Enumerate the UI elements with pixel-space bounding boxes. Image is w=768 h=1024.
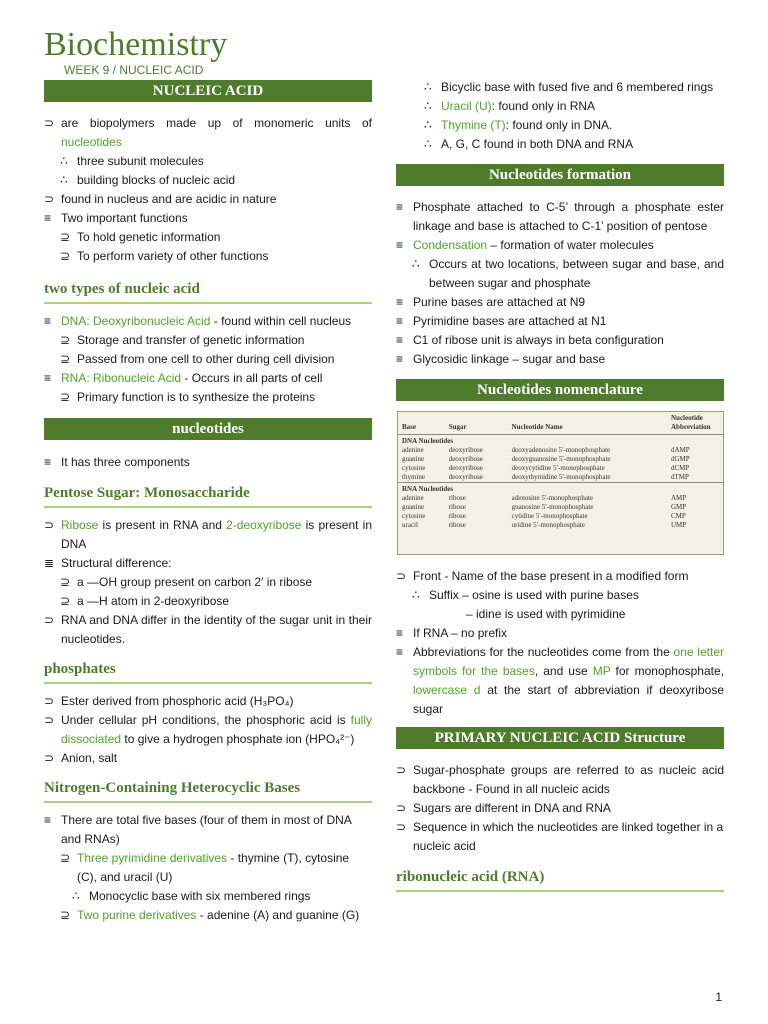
table-header: Base [398,412,445,435]
table-row: guanine deoxyribose deoxyguanosine 5′-monophosphate dGMP [402,455,690,463]
list-item: ∴ Thymine (T): found only in DNA. [424,118,613,132]
table-group-label: RNA Nucleotides [402,485,454,493]
list-item: ≣ Structural difference: [44,556,172,570]
section-heading-two-types: two types of nucleic acid [44,280,372,304]
list-item: ⊇ a —OH group present on carbon 2′ in ribose [60,575,313,589]
section-heading-rna: ribonucleic acid (RNA) [396,868,724,892]
two-types-list [44,312,372,407]
bases-continued-list [396,78,724,154]
list-item: ⊃ Front - Name of the base present in a modified form [396,569,689,583]
list-item: ≡ Abbreviations for the nucleotides come from the one letter symbols for the bases, and use MP for monophosphate, lowercase d at the start of abbreviation if deoxyribose sugar [396,645,724,716]
list-item: ⊃ Sugars are different in DNA and RNA [396,801,611,815]
list-item: ≡ DNA: Deoxyribonucleic Acid - found within cell nucleus [44,314,352,328]
section-heading-phosphates: phosphates [44,660,372,684]
page-number: 1 [715,990,722,1004]
table-header: Nucleotide Abbreviation [667,412,723,435]
list-item: ⊃ Sugar-phosphate groups are referred to as nucleic acid backbone - Found in all nucleic acids [396,763,724,796]
phosphates-list [44,692,372,768]
list-item: ≡ If RNA – no prefix [396,626,508,640]
list-item: ∴ Suffix – osine is used with purine bases [412,588,639,602]
formation-list [396,198,724,369]
list-item: ⊇ Passed from one cell to other during cell division [60,352,335,366]
list-item: ≡ Condensation – formation of water molecules [396,238,654,252]
list-item: ≡ RNA: Ribonucleic Acid - Occurs in all parts of cell [44,371,323,385]
list-item: ≡ Pyrimidine bases are attached at N1 [396,314,607,328]
nomenclature-list [396,567,724,719]
right-column [396,78,724,892]
list-item: ⊃ Anion, salt [44,751,118,765]
list-item: ≡ Purine bases are attached at N9 [396,295,586,309]
bases-list [44,811,372,925]
list-item: ≡ It has three components [44,455,190,469]
table-group-label: DNA Nucleotides [402,437,454,445]
table-header: Sugar [445,412,508,435]
table-row: thymine deoxyribose deoxythymidine 5′-monophosphate dTMP [402,473,689,481]
list-item: ≡ Two important functions [44,211,188,225]
table-row: adenine deoxyribose deoxyadenosine 5′-monophosphate dAMP [402,446,690,454]
page-title: Biochemistry [44,26,228,63]
table-header: Nucleotide Name [508,412,667,435]
list-item: ⊃ Sequence in which the nucleotides are linked together in a nucleic acid [396,820,724,853]
list-item: ⊇ To hold genetic information [60,230,221,244]
nucleic-acid-list [44,114,372,266]
section-bar-nomenclature: Nucleotides nomenclature [396,379,724,401]
list-item: ⊃ Under cellular pH conditions, the phosphoric acid is fully dissociated to give a hydrogen phosphate ion (HPO₄²⁻) [44,713,372,746]
list-item: ∴ Bicyclic base with fused five and 6 membered rings [424,80,714,94]
list-item: ∴ three subunit molecules [60,154,204,168]
list-item: ∴ Uracil (U): found only in RNA [424,99,596,113]
list-item: ⊃ RNA and DNA differ in the identity of the sugar unit in their nucleotides. [44,613,372,646]
list-item: ⊃ Ribose is present in RNA and 2-deoxyribose is present in DNA [44,518,372,551]
list-item: ≡ C1 of ribose unit is always in beta configuration [396,333,664,347]
left-column [44,80,372,925]
section-bar-formation: Nucleotides formation [396,164,724,186]
section-bar-primary-structure: PRIMARY NUCLEIC ACID Structure [396,727,724,749]
table-row: uracil ribose uridine 5′-monophosphate UMP [402,521,687,529]
list-item: ⊇ a —H atom in 2-deoxyribose [60,594,230,608]
table-row: cytosine deoxyribose deoxycytidine 5′-monophosphate dCMP [402,464,690,472]
list-item: ⊃ Ester derived from phosphoric acid (H₃PO₄) [44,694,294,708]
section-bar-nucleic-acid: NUCLEIC ACID [44,80,372,102]
primary-structure-list [396,761,724,856]
list-item: ⊇ To perform variety of other functions [60,249,269,263]
list-item: ⊇ Primary function is to synthesize the proteins [60,390,316,404]
list-item: ∴ building blocks of nucleic acid [60,173,236,187]
list-item: ⊃ are biopolymers made up of monomeric units of nucleotides [44,116,372,149]
nucleotides-list [44,453,372,472]
page-subtitle: WEEK 9 / NUCLEIC ACID [64,63,204,77]
list-item: – idine is used with pyrimidine [466,607,626,621]
nomenclature-table [397,411,724,555]
table-row: guanine ribose guanosine 5′-monophosphate GMP [402,503,687,511]
list-item: ≡ There are total five bases (four of them in most of DNA and RNAs) [44,813,352,846]
table-row: adenine ribose adenosine 5′-monophosphate AMP [402,494,687,502]
list-item: ≡ Glycosidic linkage – sugar and base [396,352,606,366]
list-item: ⊇ Two purine derivatives - adenine (A) and guanine (G) [60,908,360,922]
section-heading-bases: Nitrogen-Containing Heterocyclic Bases [44,779,372,803]
list-item: ∴ Occurs at two locations, between sugar and base, and between sugar and phosphate [412,257,724,290]
list-item: ⊇ Storage and transfer of genetic information [60,333,305,347]
list-item: ≡ Phosphate attached to C-5’ through a phosphate ester linkage and base is attached to C-1’ position of pentose [396,200,724,233]
list-item: ∴ A, G, C found in both DNA and RNA [424,137,634,151]
table-row: cytosine ribose cytidine 5′-monophosphate CMP [402,512,686,520]
list-item: ⊃ found in nucleus and are acidic in nature [44,192,277,206]
section-heading-pentose: Pentose Sugar: Monosaccharide [44,484,372,508]
pentose-list [44,516,372,649]
list-item: ⊇ Three pyrimidine derivatives - thymine (T), cytosine (C), and uracil (U) [60,851,350,884]
list-item: ∴ Monocyclic base with six membered rings [72,889,311,903]
section-bar-nucleotides: nucleotides [44,418,372,440]
